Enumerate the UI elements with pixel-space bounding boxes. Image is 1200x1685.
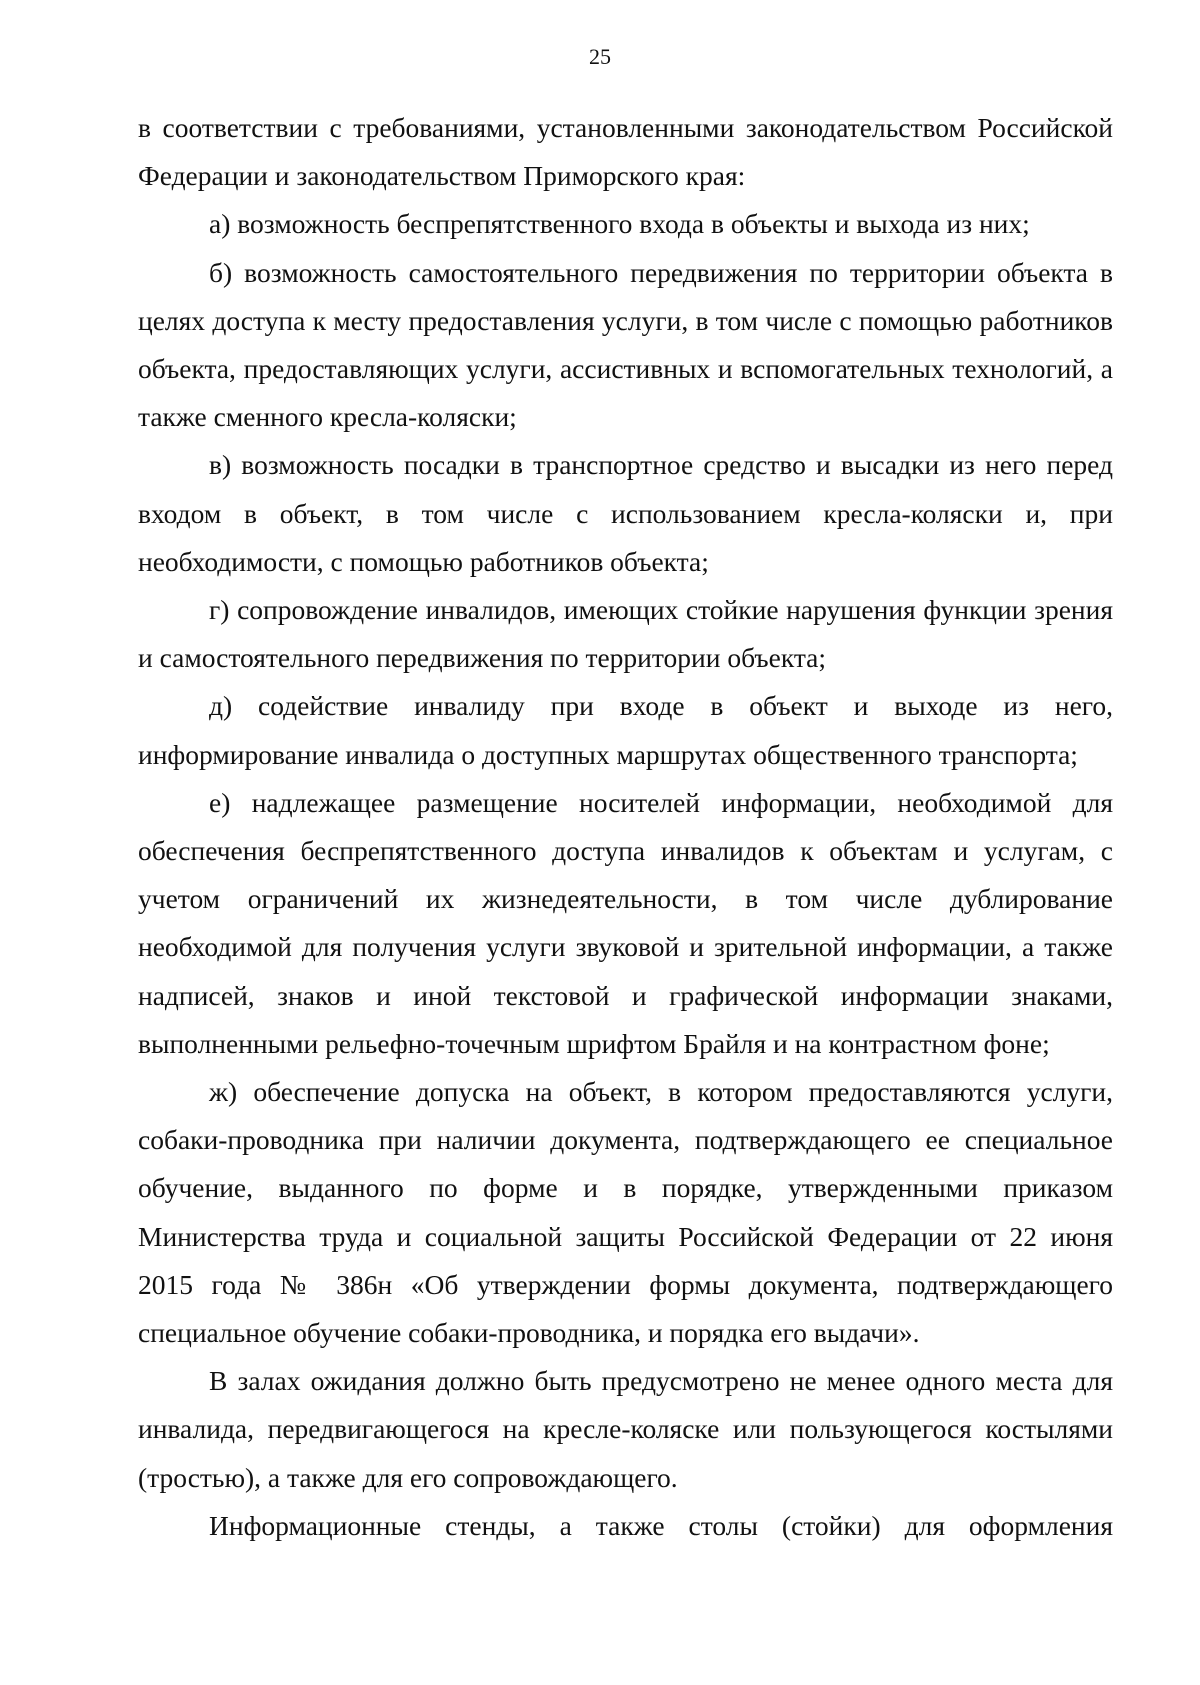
paragraph-waiting-rooms: В залах ожидания должно быть предусмотрено не менее одного места для инвалида, передвигающегося на кресле-коляске или пользующегося костылями (тростью), а также для его сопровождающего. (138, 1365, 1113, 1493)
paragraph-item-g: г) сопровождение инвалидов, имеющих стойкие нарушения функции зрения и самостоятельного передвижения по территории объекта; (138, 594, 1113, 674)
paragraph-info-stands: Информационные стенды, а также столы (стойки) для оформления (209, 1509, 1113, 1541)
paragraph-item-a: а) возможность беспрепятственного входа в объекты и выхода из них; (209, 208, 1030, 240)
paragraph-item-d: д) содействие инвалиду при входе в объект и выходе из него, информирование инвалида о доступных маршрутах общественного транспорта; (138, 690, 1113, 770)
paragraph-continuation: в соответствии с требованиями, установленными законодательством Российской Федерации и законодательством Приморского края: (138, 112, 1113, 192)
paragraph-item-zh: ж) обеспечение допуска на объект, в котором предоставляются услуги, собаки-проводника при наличии документа, подтверждающего ее специальное обучение, выданного по форме и в порядке, утвержденными приказом Министерства труда и социальной защиты Российской Федерации от 22 июня 2015 года № 386н «Об утверждении формы документа, подтверждающего специальное обучение собаки-проводника, и порядка его выдачи». (138, 1076, 1113, 1349)
page-number: 25 (589, 44, 611, 69)
paragraph-item-b: б) возможность самостоятельного передвижения по территории объекта в целях доступа к месту предоставления услуги, в том числе с помощью работников объекта, предоставляющих услуги, ассистивных и вспомогательных технологий, а также сменного кресла-коляски; (138, 256, 1113, 433)
paragraph-item-v: в) возможность посадки в транспортное средство и высадки из него перед входом в объект, в том числе с использованием кресла-коляски и, при необходимости, с помощью работников объекта; (138, 449, 1113, 577)
paragraph-item-e: е) надлежащее размещение носителей информации, необходимой для обеспечения беспрепятственного доступа инвалидов к объектам и услугам, с учетом ограничений их жизнедеятельности, в том числе дублирование необходимой для получения услуги звуковой и зрительной информации, а также надписей, знаков и иной текстовой и графической информации знаками, выполненными рельефно-точечным шрифтом Брайля и на контрастном фоне; (138, 786, 1113, 1059)
document-body (138, 104, 1113, 1550)
